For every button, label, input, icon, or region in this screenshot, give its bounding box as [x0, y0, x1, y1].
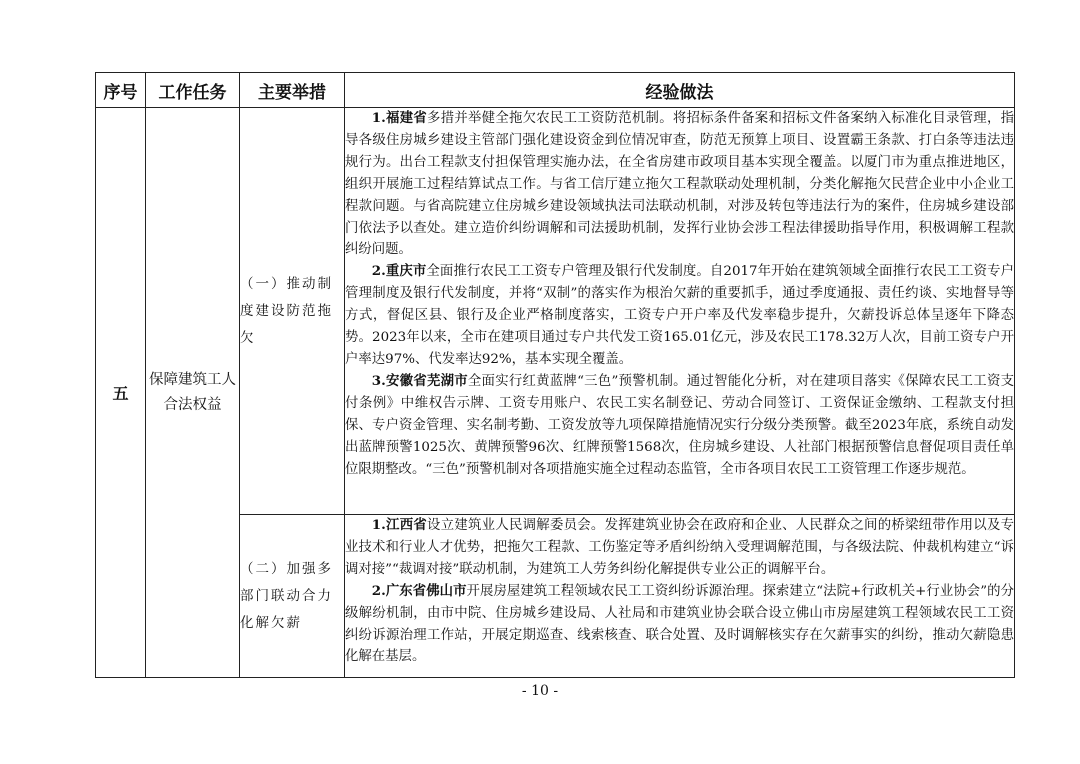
- table-header-row: [96, 73, 1015, 108]
- place-name: 福建省: [385, 111, 428, 126]
- paragraph-fujian: [345, 108, 1014, 261]
- paragraph-wuhu: [345, 371, 1014, 481]
- experience-cell-2: [345, 515, 1015, 678]
- header-measure: 主要举措: [240, 73, 345, 108]
- measure-cell-2: （二）加强多部门联动合力化解欠薪: [240, 515, 345, 678]
- page-number: - 10 -: [521, 683, 559, 699]
- table-row: [96, 108, 1015, 515]
- paragraph-text: 设立建筑业人民调解委员会。发挥建筑业协会在政府和企业、人民群众之间的桥梁纽带作用以及专业技术和行业人才优势，把拖欠工程款、工伤鉴定等矛盾纠纷纳入受理调解范围，与各级法院、仲裁机构建立“诉调对接”“裁调对接”联动机制，为建筑工人劳务纠纷化解提供专业公正的调解平台。: [345, 518, 1015, 577]
- item-number: 1.: [371, 110, 386, 126]
- paragraph-chongqing: [345, 261, 1014, 371]
- item-number: 2.: [371, 263, 386, 280]
- paragraph-text: 全面推行农民工工资专户管理及银行代发制度。自2017年开始在建筑领域全面推行农民工工资专户管理制度及银行代发制度，并将“双制”的落实作为根治欠薪的重要抓手，通过季度通报、责任约谈、实地督导等方式，督促区县、银行及企业严格制度落实，工资专户开户率及代发率稳步提升，欠薪投诉总体呈逐年下降态势。2023年以来，全市在建项目通过专户共代发工资165.01亿元，涉及农民工178.32万人次，目前工资专户开户率达97%、代发率达92%，基本实现全覆盖。: [345, 264, 1015, 367]
- place-name: 重庆市: [385, 264, 427, 280]
- header-experience: 经验做法: [345, 73, 1015, 108]
- item-number: 2.: [371, 582, 386, 599]
- place-name: 安徽省芜湖市: [385, 373, 468, 389]
- item-number: 3.: [371, 372, 386, 389]
- paragraph-foshan: [345, 581, 1014, 669]
- paragraph-text: 开展房屋建筑工程领域农民工工资纠纷诉源治理。探索建立“法院+行政机关+行业协会”的分级解纷机制，由市中院、住房城乡建设局、人社局和市建筑业协会联合设立佛山市房屋建筑工程领域农民工工资纠纷诉源治理工作站，开展定期巡查、线索核查、联合处置、及时调解核实存在欠薪事实的纠纷，推动欠薪隐患化解在基层。: [345, 583, 1014, 665]
- header-task: 工作任务: [146, 73, 240, 108]
- experience-cell-1: [345, 108, 1015, 515]
- paragraph-jiangxi: [345, 515, 1014, 581]
- place-name: 江西省: [385, 518, 428, 533]
- header-seq: 序号: [96, 73, 146, 108]
- paragraph-text: 多措并举健全拖欠农民工工资防范机制。将招标条件备案和招标文件备案纳入标准化目录管理，指导各级住房城乡建设主管部门强化建设资金到位情况审查，防范无预算上项目、设置霸王条款、打白条等违法违规行为。出台工程款支付担保管理实施办法，在全省房建市政项目基本实现全覆盖。以厦门市为重点推进地区，组织开展施工过程结算试点工作。与省工信厅建立拖欠工程款联动处理机制，分类化解拖欠民营企业中小企业工程款问题。与省高院建立住房城乡建设领域执法司法联动机制，对涉及转包等违法行为的案件，住房城乡建设部门依法予以查处。建立造价纠纷调解和司法援助机制，发挥行业协会涉工程法律援助指导作用，积极调解工程款纠纷问题。: [345, 111, 1015, 258]
- paragraph-text: 全面实行红黄蓝牌“三色”预警机制。通过智能化分析，对在建项目落实《保障农民工工资支付条例》中维权告示牌、工资专用账户、农民工实名制登记、劳动合同签订、工资保证金缴纳、工程款支付担保、专户资金管理、实名制考勤、工资发放等九项保障措施情况实行分级分类预警。截至2023年底，系统自动发出蓝牌预警1025次、黄牌预警96次、红牌预警1568次，住房城乡建设、人社部门根据预警信息督促项目责任单位限期整改。“三色”预警机制对各项措施实施全过程动态监管，全市各项目农民工工资管理工作逐步规范。: [345, 373, 1014, 477]
- task-cell: 保障建筑工人合法权益: [146, 108, 240, 678]
- place-name: 广东省佛山市: [385, 583, 467, 599]
- item-number: 1.: [371, 517, 386, 533]
- measure-cell-1: （一）推动制度建设防范拖欠: [240, 108, 345, 515]
- seq-cell: 五: [96, 108, 146, 678]
- experience-table: [95, 72, 1015, 678]
